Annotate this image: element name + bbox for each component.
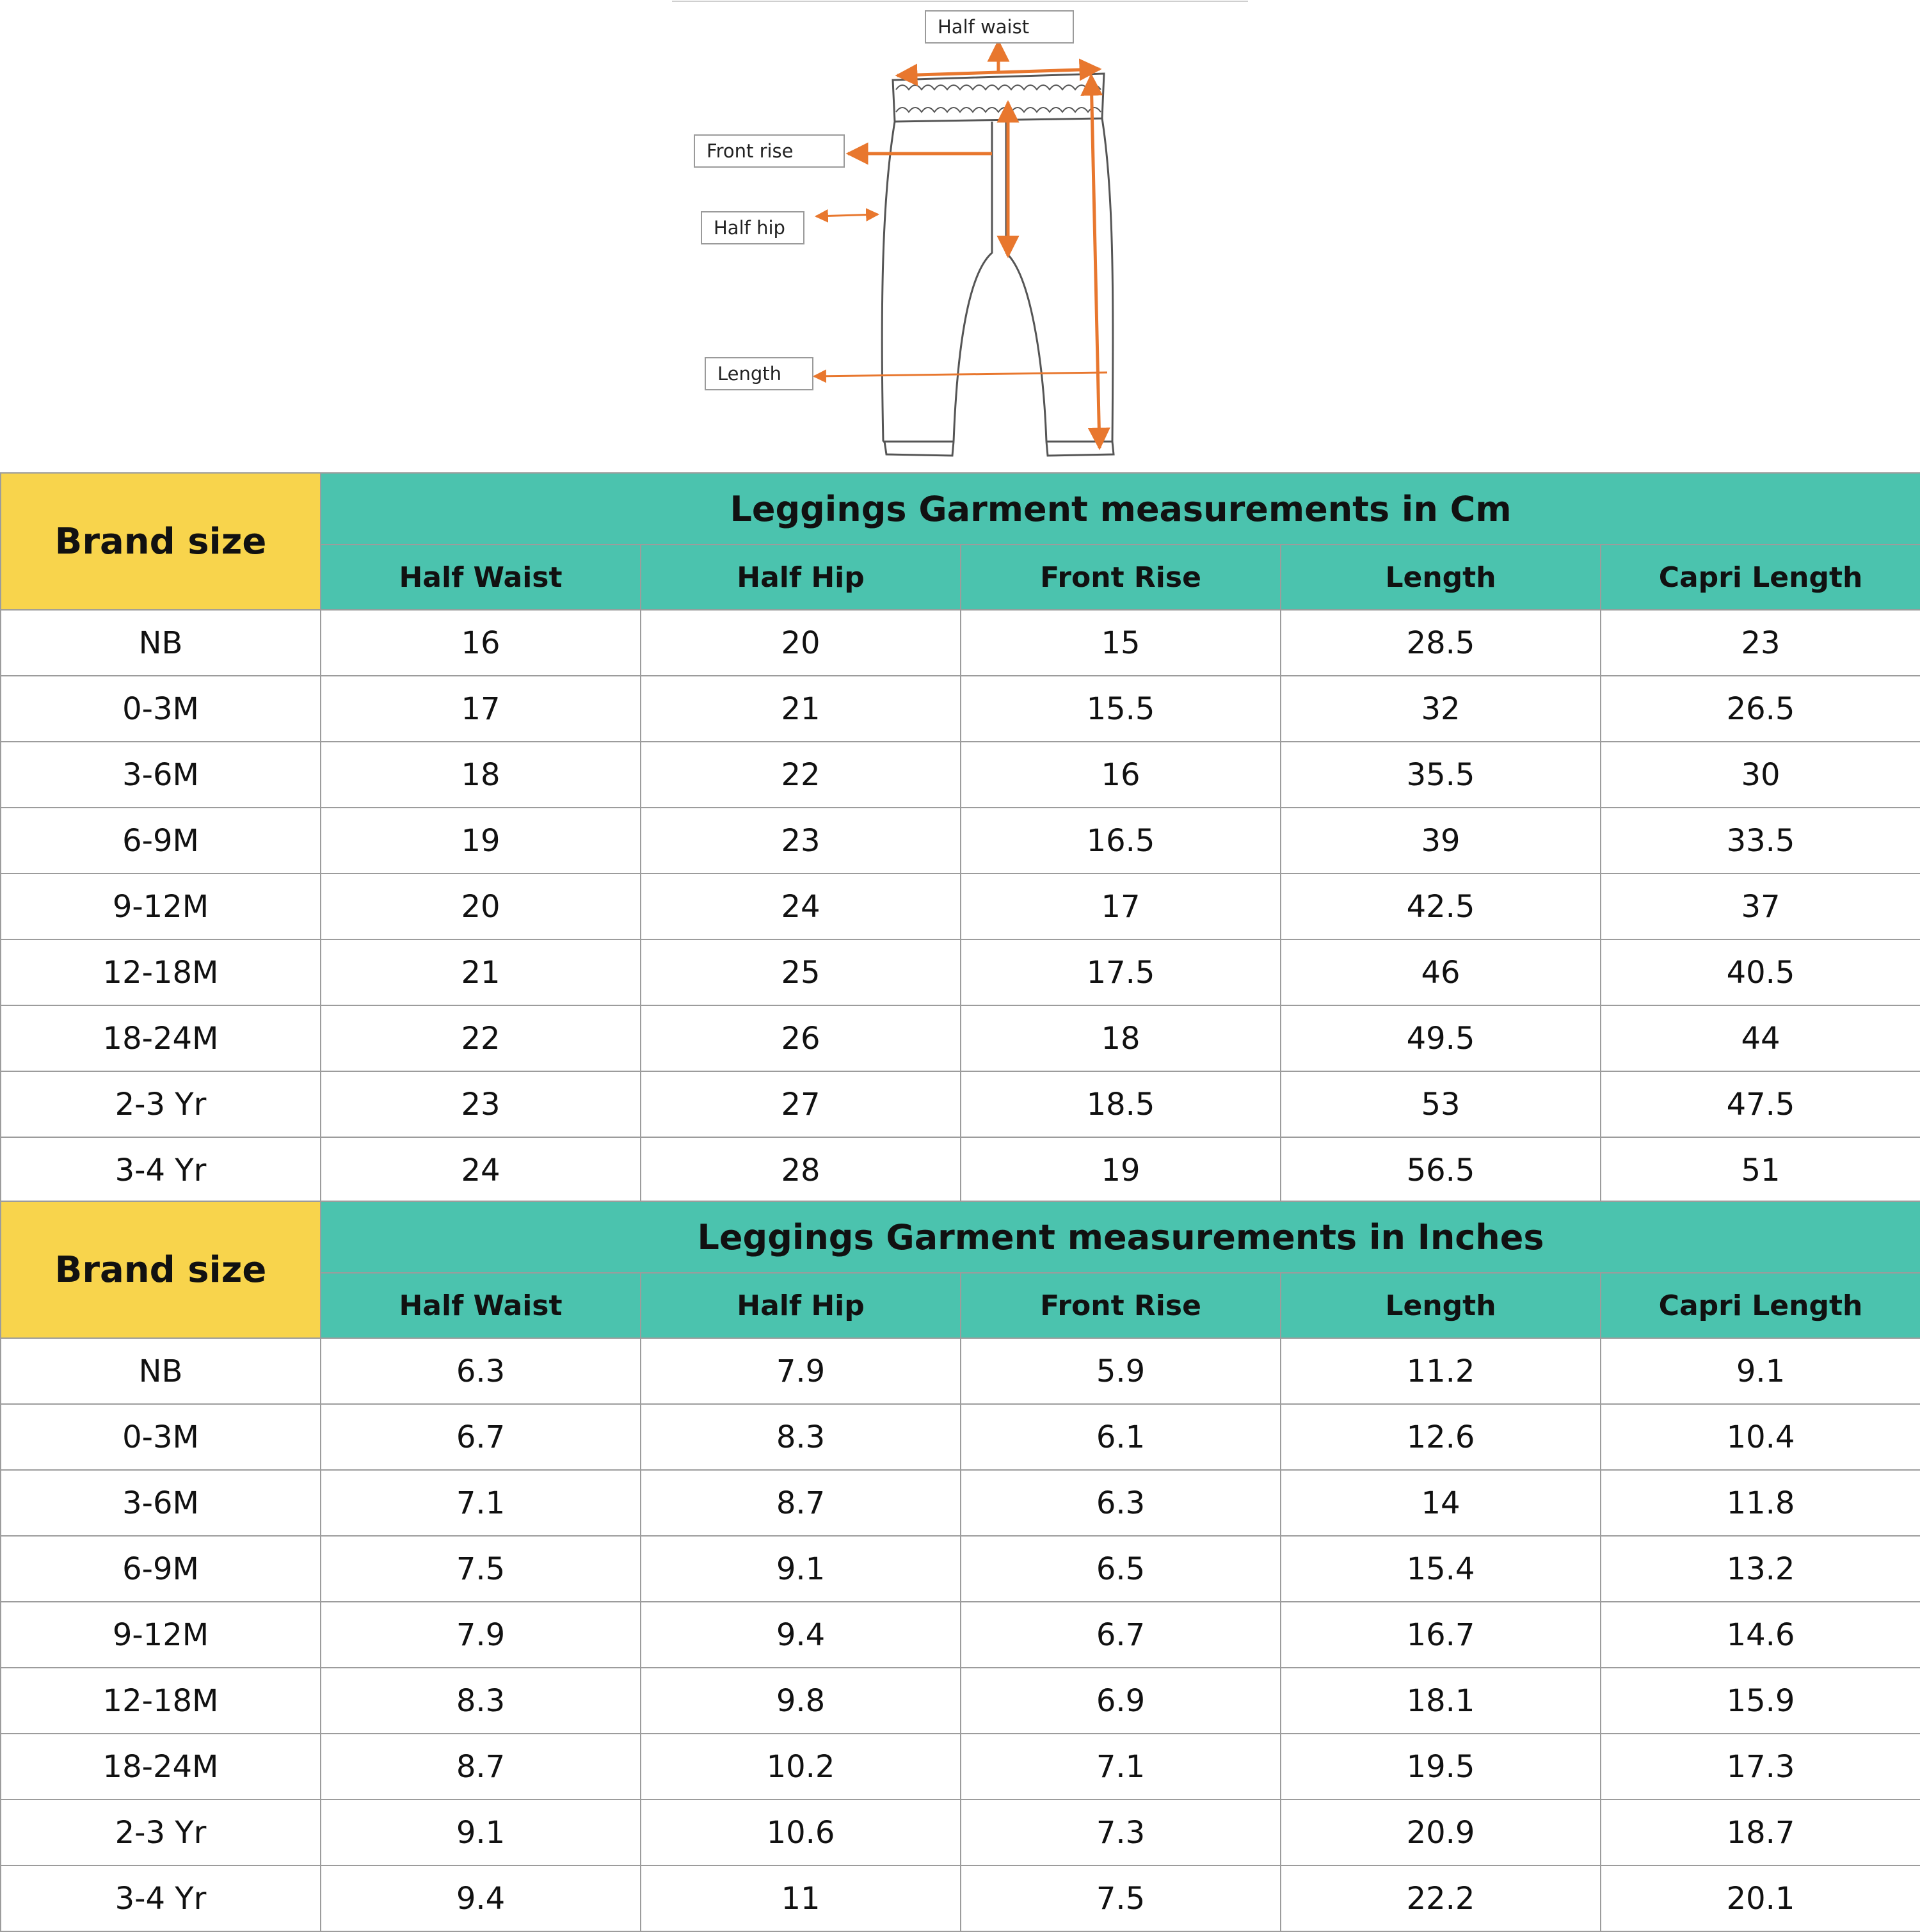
measurement-cell: 8.7 <box>641 1470 961 1536</box>
table-row <box>1 939 1920 1005</box>
size-cell: NB <box>1 1338 321 1404</box>
measurement-cell: 22 <box>641 742 961 808</box>
measurement-cell: 39 <box>1281 808 1601 874</box>
table-row <box>1 1602 1920 1668</box>
measurement-cell: 47.5 <box>1601 1071 1920 1137</box>
column-header: Length <box>1281 1273 1601 1338</box>
measurement-cell: 21 <box>321 939 641 1005</box>
measurement-cell: 9.1 <box>321 1800 641 1865</box>
table-row <box>1 1137 1920 1203</box>
column-header: Length <box>1281 545 1601 610</box>
measurement-cell: 11.8 <box>1601 1470 1920 1536</box>
front-rise-label: Front rise <box>694 134 845 168</box>
measurement-cell: 6.1 <box>961 1404 1281 1470</box>
size-cell: 9-12M <box>1 874 321 939</box>
size-cell: 3-4 Yr <box>1 1137 321 1203</box>
measurement-cell: 16 <box>321 610 641 676</box>
table-row <box>1 1470 1920 1536</box>
measurement-cell: 20.9 <box>1281 1800 1601 1865</box>
size-table-inches <box>0 1201 1920 1932</box>
measurement-cell: 6.9 <box>961 1668 1281 1734</box>
measurement-cell: 51 <box>1601 1137 1920 1203</box>
measurement-cell: 5.9 <box>961 1338 1281 1404</box>
measurement-cell: 17.5 <box>961 939 1281 1005</box>
size-cell: 6-9M <box>1 808 321 874</box>
measurement-cell: 17 <box>961 874 1281 939</box>
measurement-cell: 26.5 <box>1601 676 1920 742</box>
measurement-cell: 56.5 <box>1281 1137 1601 1203</box>
measurement-cell: 17 <box>321 676 641 742</box>
table-title: Leggings Garment measurements in Cm <box>321 473 1920 545</box>
column-header: Front Rise <box>961 1273 1281 1338</box>
size-table-cm <box>0 472 1920 1204</box>
measurement-cell: 20.1 <box>1601 1865 1920 1931</box>
measurement-cell: 24 <box>641 874 961 939</box>
measurement-cell: 49.5 <box>1281 1005 1601 1071</box>
measurement-cell: 12.6 <box>1281 1404 1601 1470</box>
brand-size-header: Brand size <box>1 473 321 610</box>
size-cell: 2-3 Yr <box>1 1800 321 1865</box>
measurement-cell: 6.5 <box>961 1536 1281 1602</box>
measurement-cell: 9.1 <box>1601 1338 1920 1404</box>
measurement-cell: 6.7 <box>321 1404 641 1470</box>
table-row <box>1 676 1920 742</box>
table-row <box>1 1734 1920 1800</box>
measurement-cell: 14.6 <box>1601 1602 1920 1668</box>
size-cell: 3-6M <box>1 742 321 808</box>
measurement-cell: 15.5 <box>961 676 1281 742</box>
column-header: Capri Length <box>1601 545 1920 610</box>
measurement-cell: 7.5 <box>321 1536 641 1602</box>
measurement-cell: 17.3 <box>1601 1734 1920 1800</box>
measurement-cell: 11 <box>641 1865 961 1931</box>
table-row <box>1 1865 1920 1931</box>
pants-outline <box>882 118 1114 456</box>
measurement-cell: 6.3 <box>961 1470 1281 1536</box>
size-cell: 18-24M <box>1 1005 321 1071</box>
table-title: Leggings Garment measurements in Inches <box>321 1201 1920 1273</box>
measurement-cell: 16.5 <box>961 808 1281 874</box>
measurement-cell: 23 <box>1601 610 1920 676</box>
measurement-cell: 7.1 <box>961 1734 1281 1800</box>
measurement-cell: 42.5 <box>1281 874 1601 939</box>
table-row <box>1 1005 1920 1071</box>
measurement-cell: 16.7 <box>1281 1602 1601 1668</box>
table-row <box>1 1668 1920 1734</box>
measurement-cell: 9.1 <box>641 1536 961 1602</box>
size-cell: 12-18M <box>1 1668 321 1734</box>
measurement-cell: 30 <box>1601 742 1920 808</box>
measurement-arrows <box>814 42 1107 448</box>
column-header: Half Waist <box>321 1273 641 1338</box>
size-cell: 3-4 Yr <box>1 1865 321 1931</box>
column-header: Front Rise <box>961 545 1281 610</box>
length-label: Length <box>705 357 813 390</box>
measurement-cell: 18.7 <box>1601 1800 1920 1865</box>
measurement-cell: 8.3 <box>321 1668 641 1734</box>
measurement-cell: 13.2 <box>1601 1536 1920 1602</box>
size-cell: 12-18M <box>1 939 321 1005</box>
size-cell: 2-3 Yr <box>1 1071 321 1137</box>
measurement-cell: 20 <box>641 610 961 676</box>
measurement-cell: 9.4 <box>321 1865 641 1931</box>
measurement-cell: 28.5 <box>1281 610 1601 676</box>
measurement-cell: 32 <box>1281 676 1601 742</box>
measurement-cell: 16 <box>961 742 1281 808</box>
measurement-cell: 10.6 <box>641 1800 961 1865</box>
brand-size-header: Brand size <box>1 1201 321 1338</box>
size-cell: 18-24M <box>1 1734 321 1800</box>
measurement-cell: 25 <box>641 939 961 1005</box>
measurement-cell: 21 <box>641 676 961 742</box>
measurement-cell: 18 <box>321 742 641 808</box>
measurement-cell: 22 <box>321 1005 641 1071</box>
measurement-cell: 23 <box>321 1071 641 1137</box>
measurement-cell: 28 <box>641 1137 961 1203</box>
measurement-cell: 10.4 <box>1601 1404 1920 1470</box>
measurement-cell: 8.7 <box>321 1734 641 1800</box>
measurement-cell: 33.5 <box>1601 808 1920 874</box>
measurement-cell: 7.9 <box>321 1602 641 1668</box>
measurement-cell: 19 <box>321 808 641 874</box>
waistband <box>893 74 1104 122</box>
measurement-cell: 15.9 <box>1601 1668 1920 1734</box>
table-row <box>1 1338 1920 1404</box>
measurement-cell: 37 <box>1601 874 1920 939</box>
table-row <box>1 1800 1920 1865</box>
size-cell: 0-3M <box>1 676 321 742</box>
table-row <box>1 610 1920 676</box>
column-header: Half Hip <box>641 545 961 610</box>
measurement-cell: 40.5 <box>1601 939 1920 1005</box>
measurement-cell: 14 <box>1281 1470 1601 1536</box>
size-cell: 0-3M <box>1 1404 321 1470</box>
column-header: Capri Length <box>1601 1273 1920 1338</box>
measurement-cell: 8.3 <box>641 1404 961 1470</box>
table-row <box>1 742 1920 808</box>
measurement-cell: 6.3 <box>321 1338 641 1404</box>
half-hip-label: Half hip <box>701 211 804 244</box>
measurement-cell: 7.5 <box>961 1865 1281 1931</box>
table-row <box>1 1404 1920 1470</box>
measurement-cell: 35.5 <box>1281 742 1601 808</box>
table-row <box>1 808 1920 874</box>
size-cell: NB <box>1 610 321 676</box>
measurement-cell: 15.4 <box>1281 1536 1601 1602</box>
measurement-cell: 6.7 <box>961 1602 1281 1668</box>
measurement-cell: 9.4 <box>641 1602 961 1668</box>
measurement-cell: 24 <box>321 1137 641 1203</box>
measurement-cell: 22.2 <box>1281 1865 1601 1931</box>
size-cell: 3-6M <box>1 1470 321 1536</box>
size-cell: 6-9M <box>1 1536 321 1602</box>
measurement-cell: 10.2 <box>641 1734 961 1800</box>
measurement-cell: 53 <box>1281 1071 1601 1137</box>
measurement-cell: 46 <box>1281 939 1601 1005</box>
measurement-cell: 15 <box>961 610 1281 676</box>
measurement-cell: 18 <box>961 1005 1281 1071</box>
column-header: Half Waist <box>321 545 641 610</box>
leggings-diagram <box>672 0 1248 474</box>
table-row <box>1 1536 1920 1602</box>
measurement-cell: 19 <box>961 1137 1281 1203</box>
measurement-cell: 23 <box>641 808 961 874</box>
measurement-cell: 20 <box>321 874 641 939</box>
size-cell: 9-12M <box>1 1602 321 1668</box>
table-row <box>1 1071 1920 1137</box>
measurement-cell: 19.5 <box>1281 1734 1601 1800</box>
half-waist-label: Half waist <box>925 10 1074 44</box>
measurement-cell: 11.2 <box>1281 1338 1601 1404</box>
measurement-cell: 27 <box>641 1071 961 1137</box>
measurement-cell: 7.1 <box>321 1470 641 1536</box>
measurement-cell: 9.8 <box>641 1668 961 1734</box>
measurement-cell: 26 <box>641 1005 961 1071</box>
measurement-cell: 7.3 <box>961 1800 1281 1865</box>
measurement-cell: 18.5 <box>961 1071 1281 1137</box>
column-header: Half Hip <box>641 1273 961 1338</box>
measurement-cell: 18.1 <box>1281 1668 1601 1734</box>
measurement-cell: 44 <box>1601 1005 1920 1071</box>
measurement-cell: 7.9 <box>641 1338 961 1404</box>
table-row <box>1 874 1920 939</box>
